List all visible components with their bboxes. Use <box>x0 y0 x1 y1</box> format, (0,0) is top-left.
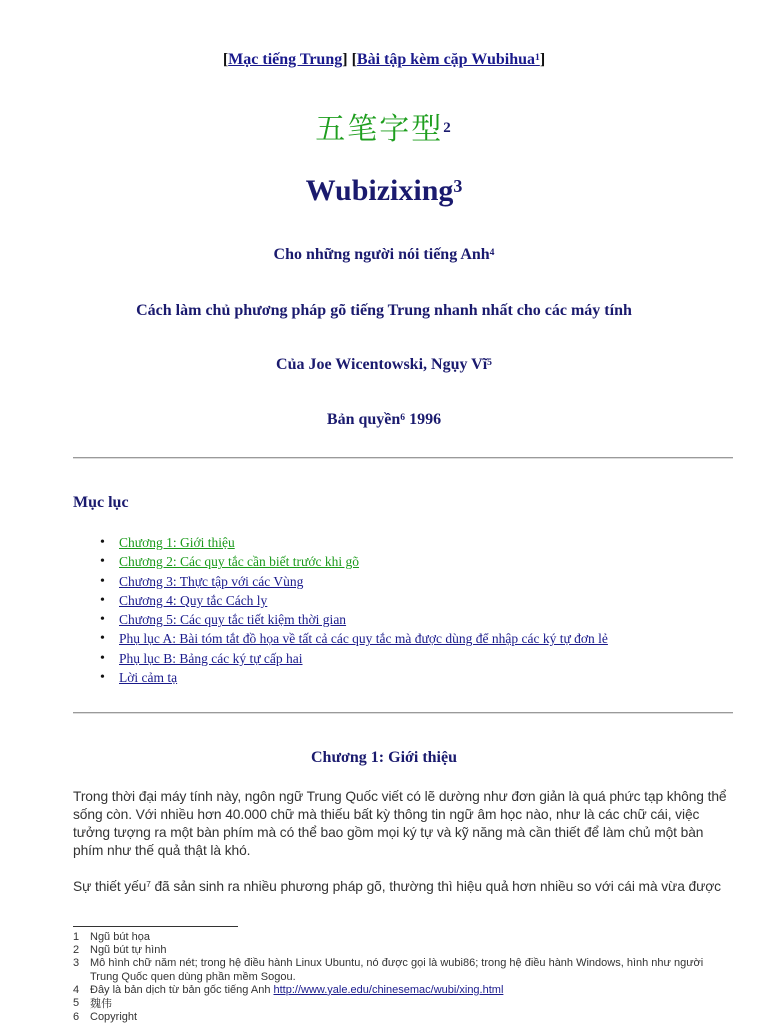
copyright-line <box>0 411 768 429</box>
footnote-ref-2[interactable]: 2 <box>443 120 453 137</box>
footnote-number: 1 <box>73 931 80 943</box>
toc-link-chapter-2[interactable]: Chương 2: Các quy tắc cần biết trước khi gõ <box>119 554 359 570</box>
footnotes <box>73 931 733 1024</box>
footnote <box>73 997 733 1011</box>
toc-link-appendix-b[interactable]: Phụ lục B: Bảng các ký tự cấp hai <box>119 650 303 666</box>
chinese-title <box>0 104 768 148</box>
author-text: Của Joe Wicentowski, Ngụy Vĩ <box>276 356 488 373</box>
footnote-text: Ngũ bút tự hình <box>90 944 167 957</box>
nav-link-chinese-mac[interactable]: Mạc tiếng Trung <box>228 51 343 68</box>
body-paragraph: Trong thời đại máy tính này, ngôn ngữ Trung Quốc viết có lẽ dường như đơn giản là quá phức tạp không thể sống còn. Với nhiều hơn 40.000 chữ mà thiếu bất kỳ thông tin ngữ âm học nào, như là các chữ cái, việc tưởng tượng ra một bàn phím mà có thể bao gồm mọi ký tự và kỹ năng mà cần thiết để làm chủ một bàn phím như thế quả thật là khó. <box>73 789 727 858</box>
table-of-contents <box>100 533 608 687</box>
footnote-ref-1[interactable]: 1 <box>535 51 540 63</box>
footnote-divider <box>73 926 238 927</box>
top-navigation: [Mạc tiếng Trung] [Bài tập kèm cặp Wubihua$^1$] <box>222 51 546 68</box>
paragraph-text: Sự thiết yếu <box>73 879 147 894</box>
toc-heading: Mục lục <box>73 494 129 511</box>
toc-item <box>100 591 608 610</box>
footnote-number: 2 <box>73 944 80 957</box>
author-line <box>0 356 768 374</box>
footnote <box>73 984 733 997</box>
divider <box>73 457 733 459</box>
footnote-ref-5[interactable]: 5 <box>487 356 492 368</box>
copyright-label: Bản quyền <box>326 411 401 428</box>
toc-link-chapter-4[interactable]: Chương 4: Quy tắc Cách ly <box>119 592 268 608</box>
footnote-text: Mô hình chữ năm nét; trong hệ điều hành Linux Ubuntu, nó được gọi là wubi86; trong hệ điều hành Windows, hình như người Trung Quốc quen dùng phần mềm Sogou. <box>90 957 704 983</box>
chapter-heading: Chương 1: Giới thiệu <box>310 749 457 766</box>
toc-item <box>100 668 608 687</box>
footnote-text: Ngũ bút họa <box>90 931 150 943</box>
copyright-year: 1996 <box>409 411 442 428</box>
footnote-number: 5 <box>73 997 80 1010</box>
toc-item <box>100 572 608 591</box>
footnote <box>73 1011 733 1024</box>
toc-item <box>100 629 608 648</box>
footnote-text: Copyright <box>90 1011 138 1024</box>
chinese-title-text: 五笔字型 <box>315 112 444 147</box>
footnote-ref-3[interactable]: 3 <box>453 175 463 196</box>
page-title <box>0 174 768 208</box>
nav-link-wubihua-label: Bài tập kèm cặp Wubihua <box>356 51 536 68</box>
footnote-ref-4[interactable]: 4 <box>489 246 495 258</box>
divider <box>73 712 733 714</box>
footnote <box>73 931 733 944</box>
toc-link-chapter-5[interactable]: Chương 5: Các quy tắc tiết kiệm thời gian <box>119 612 347 628</box>
page-title-text: Wubizixing <box>305 174 454 207</box>
paragraph-text: đã sản sinh ra nhiều phương pháp gõ, thường thì hiệu quả hơn nhiều so với cái mà vừa được <box>150 879 721 894</box>
toc-link-appendix-a[interactable]: Phụ lục A: Bài tóm tắt đồ họa về tất cả các quy tắc mà được dùng để nhập các ký tự đơn lẻ <box>119 631 608 647</box>
toc-link-chapter-1[interactable]: Chương 1: Giới thiệu <box>119 535 235 550</box>
nav-link-wubihua-tutorial[interactable] <box>357 51 540 68</box>
footnote-ref-7[interactable]: 7 <box>146 880 151 890</box>
footnote-number: 3 <box>73 957 80 970</box>
footnote-source-link[interactable]: http://www.yale.edu/chinesemac/wubi/xing.html <box>273 983 504 996</box>
toc-item <box>100 552 608 571</box>
subtitle <box>0 246 768 264</box>
toc-item <box>100 533 608 552</box>
toc-item <box>100 649 608 668</box>
footnote-ref-6[interactable]: 6 <box>400 411 406 423</box>
subtitle-text: Cho những người nói tiếng Anh <box>273 246 490 263</box>
toc-link-acknowledgements[interactable]: Lời cảm tạ <box>119 670 178 686</box>
footnote-text: 魏伟 <box>90 997 112 1011</box>
toc-link-chapter-3[interactable]: Chương 3: Thực tập với các Vùng <box>119 573 304 589</box>
body-paragraph <box>73 878 735 896</box>
footnote-number: 4 <box>73 983 80 996</box>
footnote <box>73 957 733 983</box>
footnote <box>73 944 733 957</box>
toc-item <box>100 610 608 629</box>
footnote-text: Đây là bản dịch từ bản gốc tiếng Anh <box>90 983 274 996</box>
tagline: Cách làm chủ phương pháp gõ tiếng Trung nhanh nhất cho các máy tính <box>136 302 632 319</box>
footnote-number: 6 <box>73 1011 80 1024</box>
